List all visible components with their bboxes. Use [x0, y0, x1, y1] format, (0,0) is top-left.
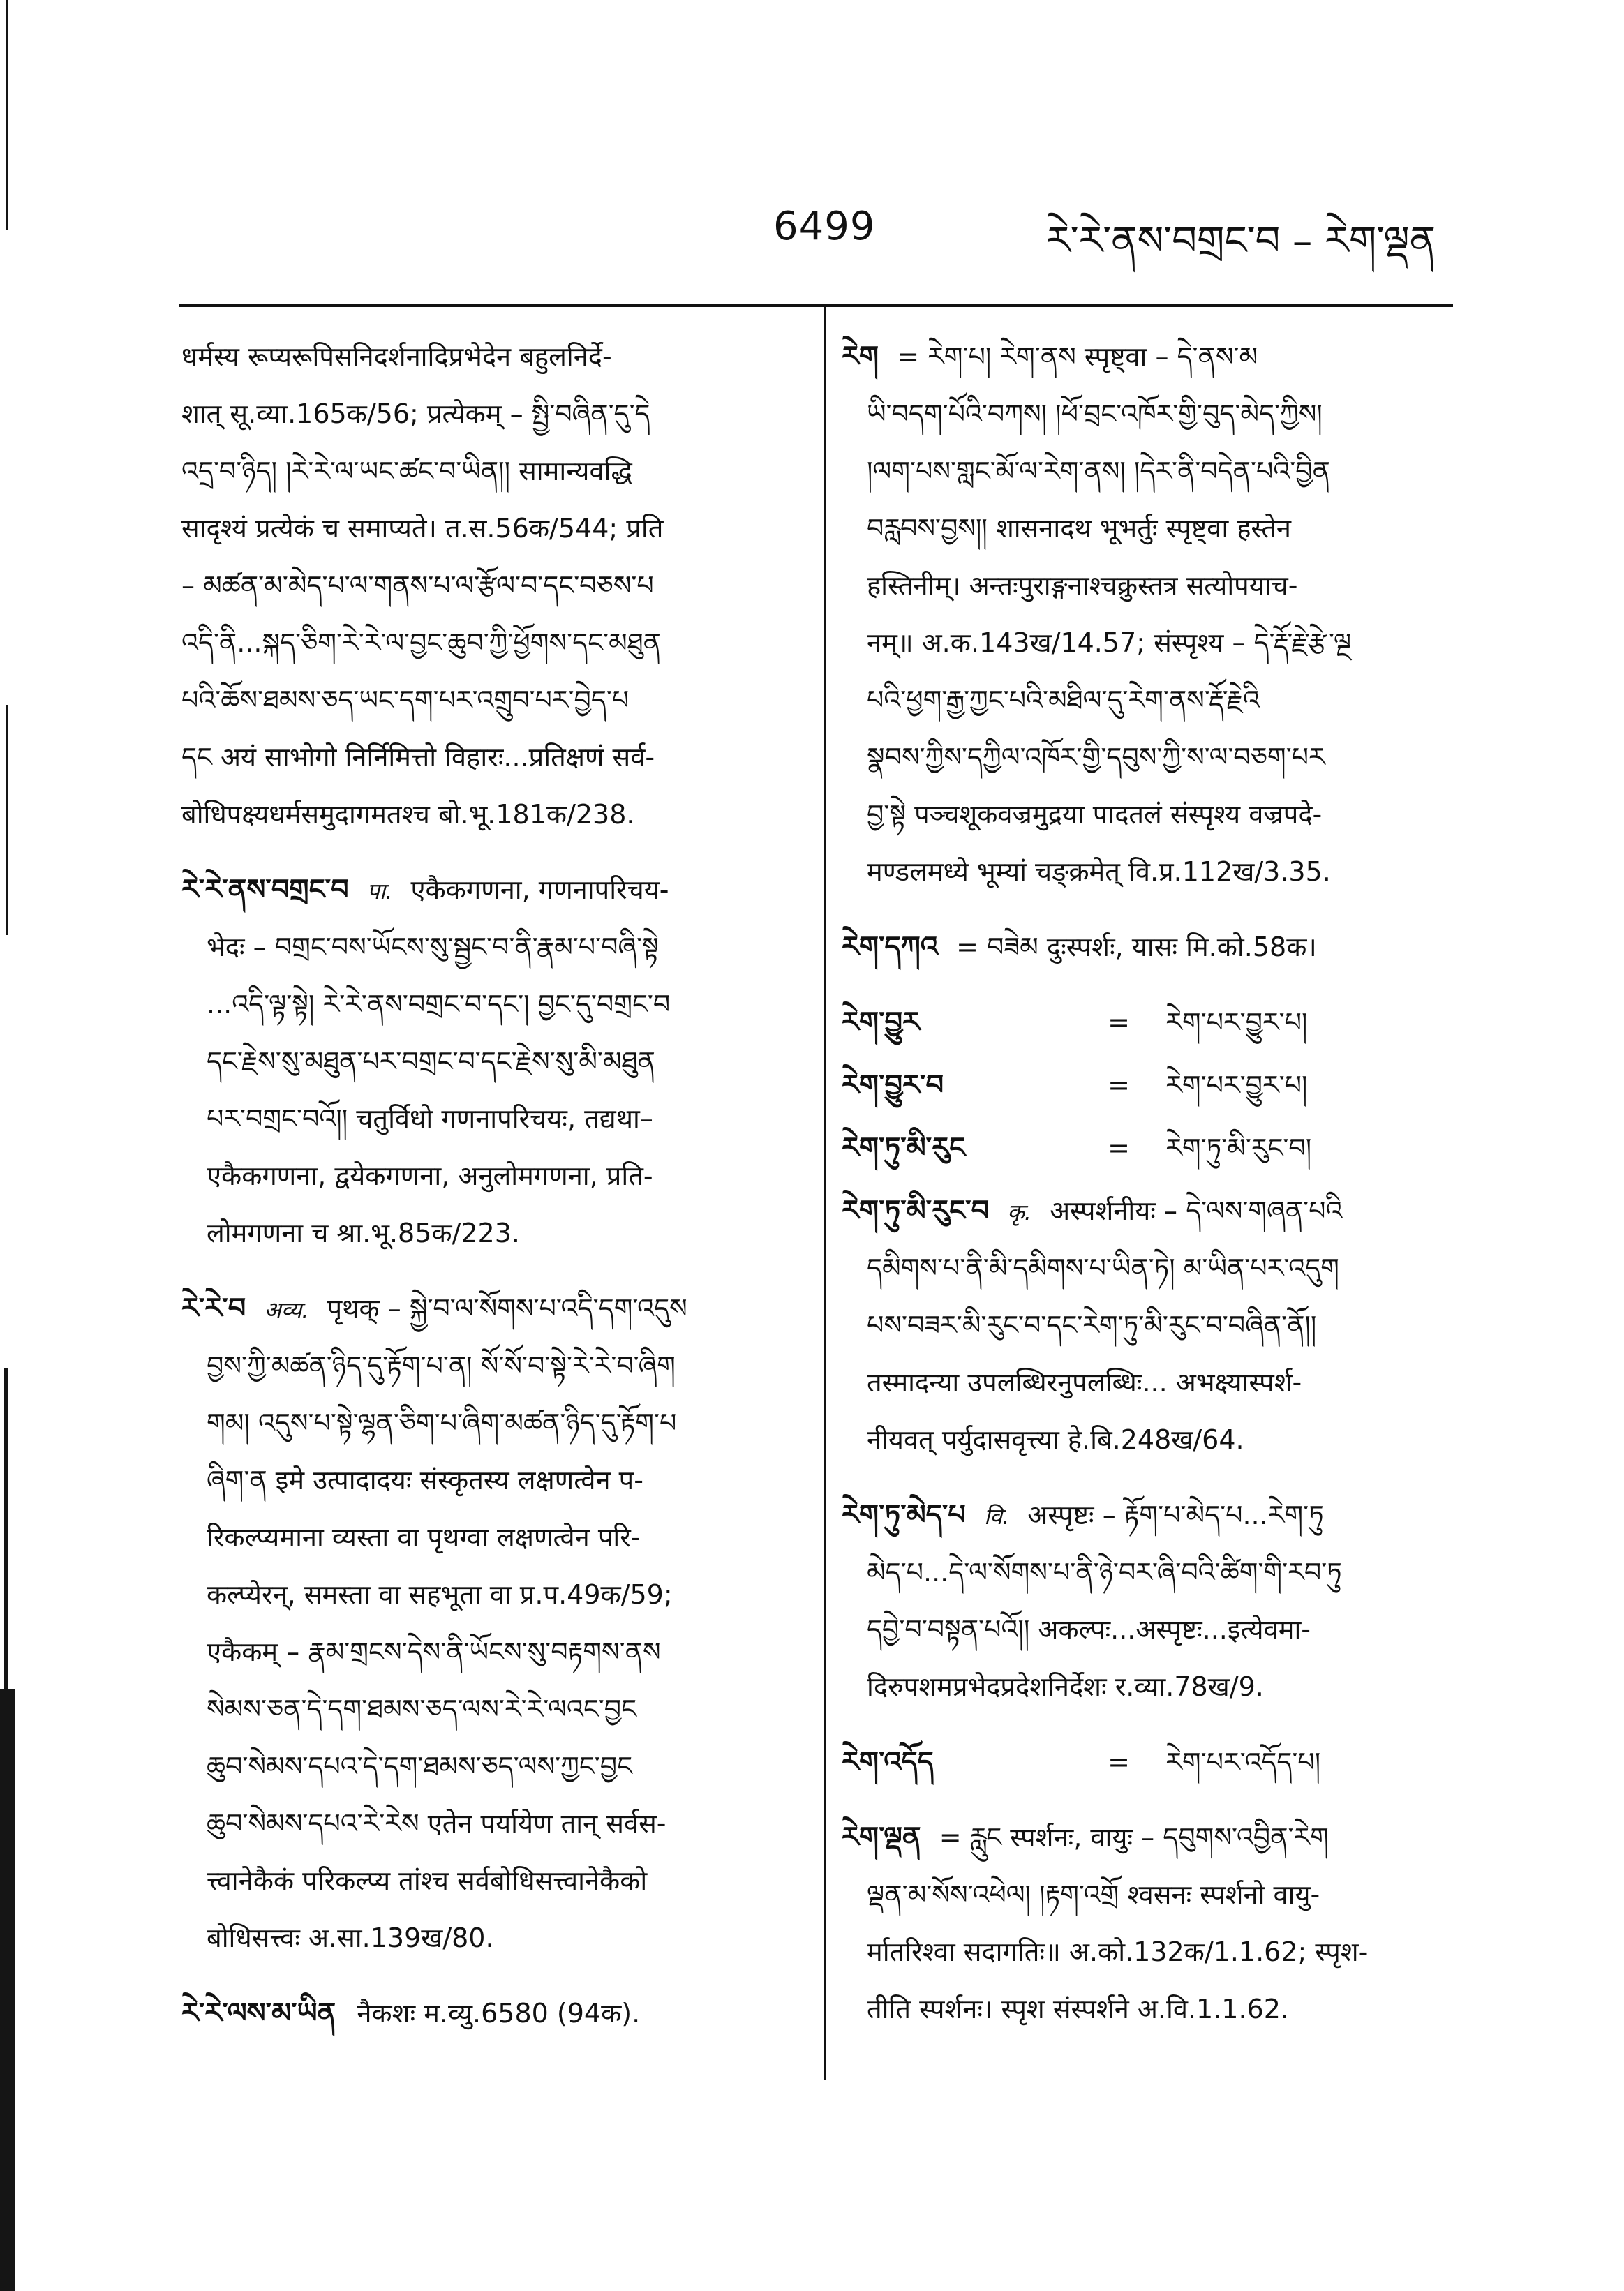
entry-line: འདྲ་བ་ཉིད། །རེ་རེ་ལ་ཡང་ཚང་བ་ཡིན།། सामान्यवद्धि — [181, 456, 632, 486]
entry-line: ཆུབ་སེམས་དཔའ་རེ་རེས एतेन पर्यायेण तान् सर्वस- — [207, 1808, 666, 1839]
entry-line: མེད་པ...དེ་ལ་སོགས་པ་ནི་ཉེ་བར་ཞི་བའི་ཚིག་གི་རབ་ཏུ — [867, 1557, 1342, 1588]
entry-line: པས་བཟར་མི་རུང་བ་དང་རེག་ཏུ་མི་རུང་བ་བཞིན་ནོ།། — [867, 1310, 1317, 1341]
entry-line: ཡི་བདག་པོའི་བཀས། །ཕོ་བྲང་འཁོར་གྱི་བུད་མེད་ཀྱིས། — [867, 398, 1323, 429]
entry-line: शात् सू.व्या.165क/56; प्रत्येकम् – སྤྱི་བཞིན་དུ་དེ — [181, 398, 650, 429]
entry-line: त्त्वानेकैकं परिकल्प्य तांश्च सर्वबोधिसत्त्वानेकैको — [207, 1865, 648, 1896]
entry-definition: नैकशः म.व्यु.6580 (94क). — [357, 1998, 641, 2029]
guide-words: རེ་རེ་ནས་བགྲང་བ – རེག་ལྡན — [1045, 218, 1436, 264]
dictionary-entry — [842, 1486, 1456, 1715]
entry-line: र्मातरिश्वा सदागतिः॥ अ.को.132क/1.1.62; स्पृश- — [867, 1936, 1369, 1967]
scan-edge-mark — [6, 0, 8, 230]
entry-line: བྱ་སྟེ पञ्चशूकवज्रमुद्रया पादतलं संस्पृश्य वज्रपदे- — [867, 799, 1323, 830]
entry-line: ལྡན་མ་སོས་འཕེལ། །རྟག་འགྲོ श्वसनः स्पर्शनो वायु- — [867, 1879, 1320, 1910]
cross-reference-target: རེག་པར་འདོད་པ། — [1165, 1747, 1321, 1777]
entry-headword: རེ་རེ་ལས་མ་ཡིན — [181, 1997, 336, 2029]
scan-edge-mark — [0, 1689, 15, 2291]
entry-definition: पृथक् – སྐྱེ་བ་ལ་སོགས་པ་འདི་དག་འདུས — [327, 1293, 687, 1324]
entry-line: དང་རྗེས་སུ་མཐུན་པར་བགྲང་བ་དང་རྗེས་སུ་མི་མཐུན — [207, 1046, 655, 1077]
entry-line: པའི་ཆོས་ཐམས་ཅད་ཡང་དག་པར་འགྲུབ་པར་བྱེད་པ — [181, 685, 630, 715]
entry-definition: = རླུང स्पर्शनः, वायुः – དབུགས་འབྱིན་རེག — [939, 1822, 1329, 1853]
entry-line: बोधिपक्ष्यधर्मसमुदागमतश्च बो.भू.181क/238. — [181, 799, 635, 830]
entry-line: मण्डलमध्ये भूम्यां चङ्क्रमेत् वि.प्र.112ख/3.35. — [867, 856, 1331, 887]
entry-line: एकैकगणना, द्वयेकगणना, अनुलोमगणना, प्रति- — [207, 1161, 653, 1191]
entry-abbreviation: कृ. — [1007, 1199, 1031, 1225]
entry-line: – མཚན་མ་མེད་པ་ལ་གནས་པ་ལ་རྩོལ་བ་དང་བཅས་པ — [181, 570, 654, 601]
entry-line: པར་བགྲང་བའོ།། चतुर्विधो गणनापरिचयः, तद्यथा– — [207, 1103, 653, 1134]
entry-abbreviation: पा. — [366, 878, 393, 904]
equals-sign: = — [1108, 1007, 1131, 1038]
cross-reference-entry — [842, 1119, 1456, 1177]
scan-edge-mark — [4, 1368, 8, 1696]
entry-abbreviation: वि. — [983, 1503, 1010, 1530]
dictionary-entry — [181, 861, 807, 1262]
entry-headword: རེ་རེ་བ — [181, 1292, 246, 1324]
entry-line: སྣབས་ཀྱིས་དཀྱིལ་འཁོར་གྱི་དབུས་ཀྱི་ས་ལ་བཅག་པར — [867, 742, 1325, 773]
entry-line: हस्तिनीम्। अन्तःपुराङ्गनाश्चक्रुस्तत्र सत्योपयाच- — [867, 570, 1298, 601]
dictionary-entry — [842, 1809, 1456, 2038]
dictionary-entry — [181, 1985, 807, 2042]
entry-headword: རེག་ལྡན — [842, 1821, 921, 1853]
dictionary-entry — [842, 918, 1456, 976]
cross-reference-entry — [842, 1733, 1456, 1791]
entry-abbreviation: अव्य. — [264, 1297, 309, 1323]
entry-line: दिरुपशमप्रभेदप्रदेशनिर्देशः र.व्या.78ख/9. — [867, 1671, 1264, 1702]
right-column — [842, 328, 1456, 2056]
entry-line: बोधिसत्त्वः अ.सा.139ख/80. — [207, 1923, 494, 1953]
entry-line: सादृश्यं प्रत्येकं च समाप्यते। त.स.56क/544; प्रति — [181, 513, 664, 544]
entry-line: नीयवत् पर्युदासवृत्त्या हे.बि.248ख/64. — [867, 1424, 1244, 1455]
entry-line: པའི་ཕྱག་རྒྱ་ཀྱང་པའི་མཐིལ་དུ་རེག་ནས་རྡོ་རྗེའི — [867, 685, 1260, 715]
entry-headword: རེག་བྱུར — [842, 1006, 921, 1038]
entry-line: དང अयं साभोगो निर्निमित्तो विहारः...प्रतिक्षणं सर्व- — [181, 742, 655, 773]
equals-sign: = — [1108, 1070, 1131, 1100]
entry-line: གམ། འདུས་པ་སྟེ་ལྷན་ཅིག་པ་ཞིག་མཚན་ཉིད་དུ་རྟོག་པ — [207, 1408, 677, 1438]
entry-line: དམིགས་པ་ནི་མི་དམིགས་པ་ཡིན་ཏེ། མ་ཡིན་པར་འདུག — [867, 1253, 1339, 1283]
dictionary-entry — [181, 1280, 807, 1967]
entry-line: འདི་ནི...སྐད་ཅིག་རེ་རེ་ལ་བྱང་ཆུབ་ཀྱི་ཕྱོགས་དང་མཐུན — [181, 627, 662, 658]
entry-line: कल्प्येरन्, समस्ता वा सहभूता वा प्र.प.49क/59; — [207, 1579, 673, 1610]
entry-definition: = རེག་པ། རེག་ནས स्पृष्ट्वा – དེ་ནས་མ — [897, 341, 1258, 372]
entry-headword: རེག་འདོད — [842, 1745, 934, 1778]
entry-line: །ལག་པས་གླང་མོ་ལ་རེག་ནས། །དེར་ནི་བདེན་པའི་བྱིན — [867, 456, 1330, 486]
entry-line: भेदः – བགྲང་བས་ཡོངས་སུ་སྦྱང་བ་ནི་རྣམ་པ་བཞི་སྟེ — [207, 932, 659, 962]
entry-headword: རེག་ཏུ་མི་རུང་བ — [842, 1194, 990, 1227]
entry-line: धर्मस्य रूप्यरूपिसनिदर्शनादिप्रभेदेन बहुलनिर्दे- — [181, 341, 612, 372]
equals-sign: = — [1108, 1747, 1131, 1777]
cross-reference-entry — [842, 994, 1456, 1051]
equals-sign: = — [1108, 1133, 1131, 1163]
dictionary-entry — [842, 328, 1456, 900]
dictionary-entry — [842, 1182, 1456, 1468]
entry-definition: = བཟེམ दुःस्पर्शः, यासः मि.को.58क। — [956, 932, 1317, 962]
entry-line: ཆུབ་སེམས་དཔའ་དེ་དག་ཐམས་ཅད་ལས་ཀྱང་བྱང — [207, 1751, 633, 1782]
entry-line: लोमगणना च श्रा.भू.85क/223. — [207, 1218, 520, 1248]
header-rule — [179, 304, 1453, 307]
entry-line: तीति स्पर्शनः। स्पृश संस्पर्शने अ.वि.1.1.62. — [867, 1994, 1289, 2024]
entry-line: སེམས་ཅན་དེ་དག་ཐམས་ཅད་ལས་རེ་རེ་ལའང་བྱང — [207, 1694, 637, 1724]
entry-definition: अस्पर्शनीयः – དེ་ལས་གཞན་པའི — [1050, 1195, 1343, 1226]
entry-continued — [181, 328, 807, 843]
entry-line: ཞིག་ན इमे उत्पादादयः संस्कृतस्य लक्षणत्वेन प- — [207, 1465, 643, 1495]
entry-line: तस्मादन्या उपलब्धिरनुपलब्धिः... अभक्ष्यास्पर्श- — [867, 1367, 1302, 1398]
entry-headword: རེག་བྱུར་བ — [842, 1068, 944, 1101]
page-number: 6499 — [773, 204, 876, 249]
entry-line: एकैकम् – རྣམ་གྲངས་དེས་ནི་ཡོངས་སུ་བརྟགས་ནས — [207, 1636, 661, 1667]
entry-definition: अस्पृष्टः – རྟོག་པ་མེད་པ...རེག་ཏུ — [1027, 1500, 1324, 1530]
entry-line: ...འདི་ལྟ་སྟེ། རེ་རེ་ནས་བགྲང་བ་དང་། བྱང་དུ་བགྲང་བ — [207, 989, 671, 1020]
column-divider — [824, 307, 826, 2080]
entry-headword: རེག་དཀའ — [842, 930, 938, 963]
entry-headword: རེག་ཏུ་མི་རུང — [842, 1131, 966, 1164]
left-column — [181, 328, 807, 2060]
cross-reference-entry — [842, 1057, 1456, 1114]
entry-line: བརླབས་བྱས།། शासनादथ भूभर्तुः स्पृष्ट्वा हस्तेन — [867, 513, 1291, 544]
entry-line: नम्॥ अ.क.143ख/14.57; संस्पृश्य – དེ་རྡོ་རྗེ་རྩེ་ལྔ — [867, 627, 1352, 658]
entry-headword: རེག་ཏུ་མེད་པ — [842, 1498, 966, 1531]
entry-line: रिकल्प्यमाना व्यस्ता वा पृथग्वा लक्षणत्वेन परि- — [207, 1522, 641, 1553]
cross-reference-target: རེག་པར་བྱུར་པ། — [1165, 1070, 1308, 1100]
entry-line: དབྱེ་བ་བསྟན་པའོ།། अकल्पः...अस्पृष्टः...इत्येवमा- — [867, 1614, 1311, 1645]
cross-reference-target: རེག་ཏུ་མི་རུང་བ། — [1165, 1133, 1312, 1163]
entry-definition: एकैकगणना, गणनापरिचय- — [410, 874, 669, 905]
entry-headword: རེག — [842, 340, 879, 373]
scan-edge-mark — [6, 705, 8, 935]
entry-line: བྱས་ཀྱི་མཚན་ཉིད་དུ་རྟོག་པ་ན། སོ་སོ་བ་སྟེ་རེ་རེ་བ་ཞིག — [207, 1350, 676, 1381]
entry-headword: རེ་རེ་ནས་བགྲང་བ — [181, 873, 349, 906]
cross-reference-target: རེག་པར་བྱུར་པ། — [1165, 1007, 1308, 1038]
